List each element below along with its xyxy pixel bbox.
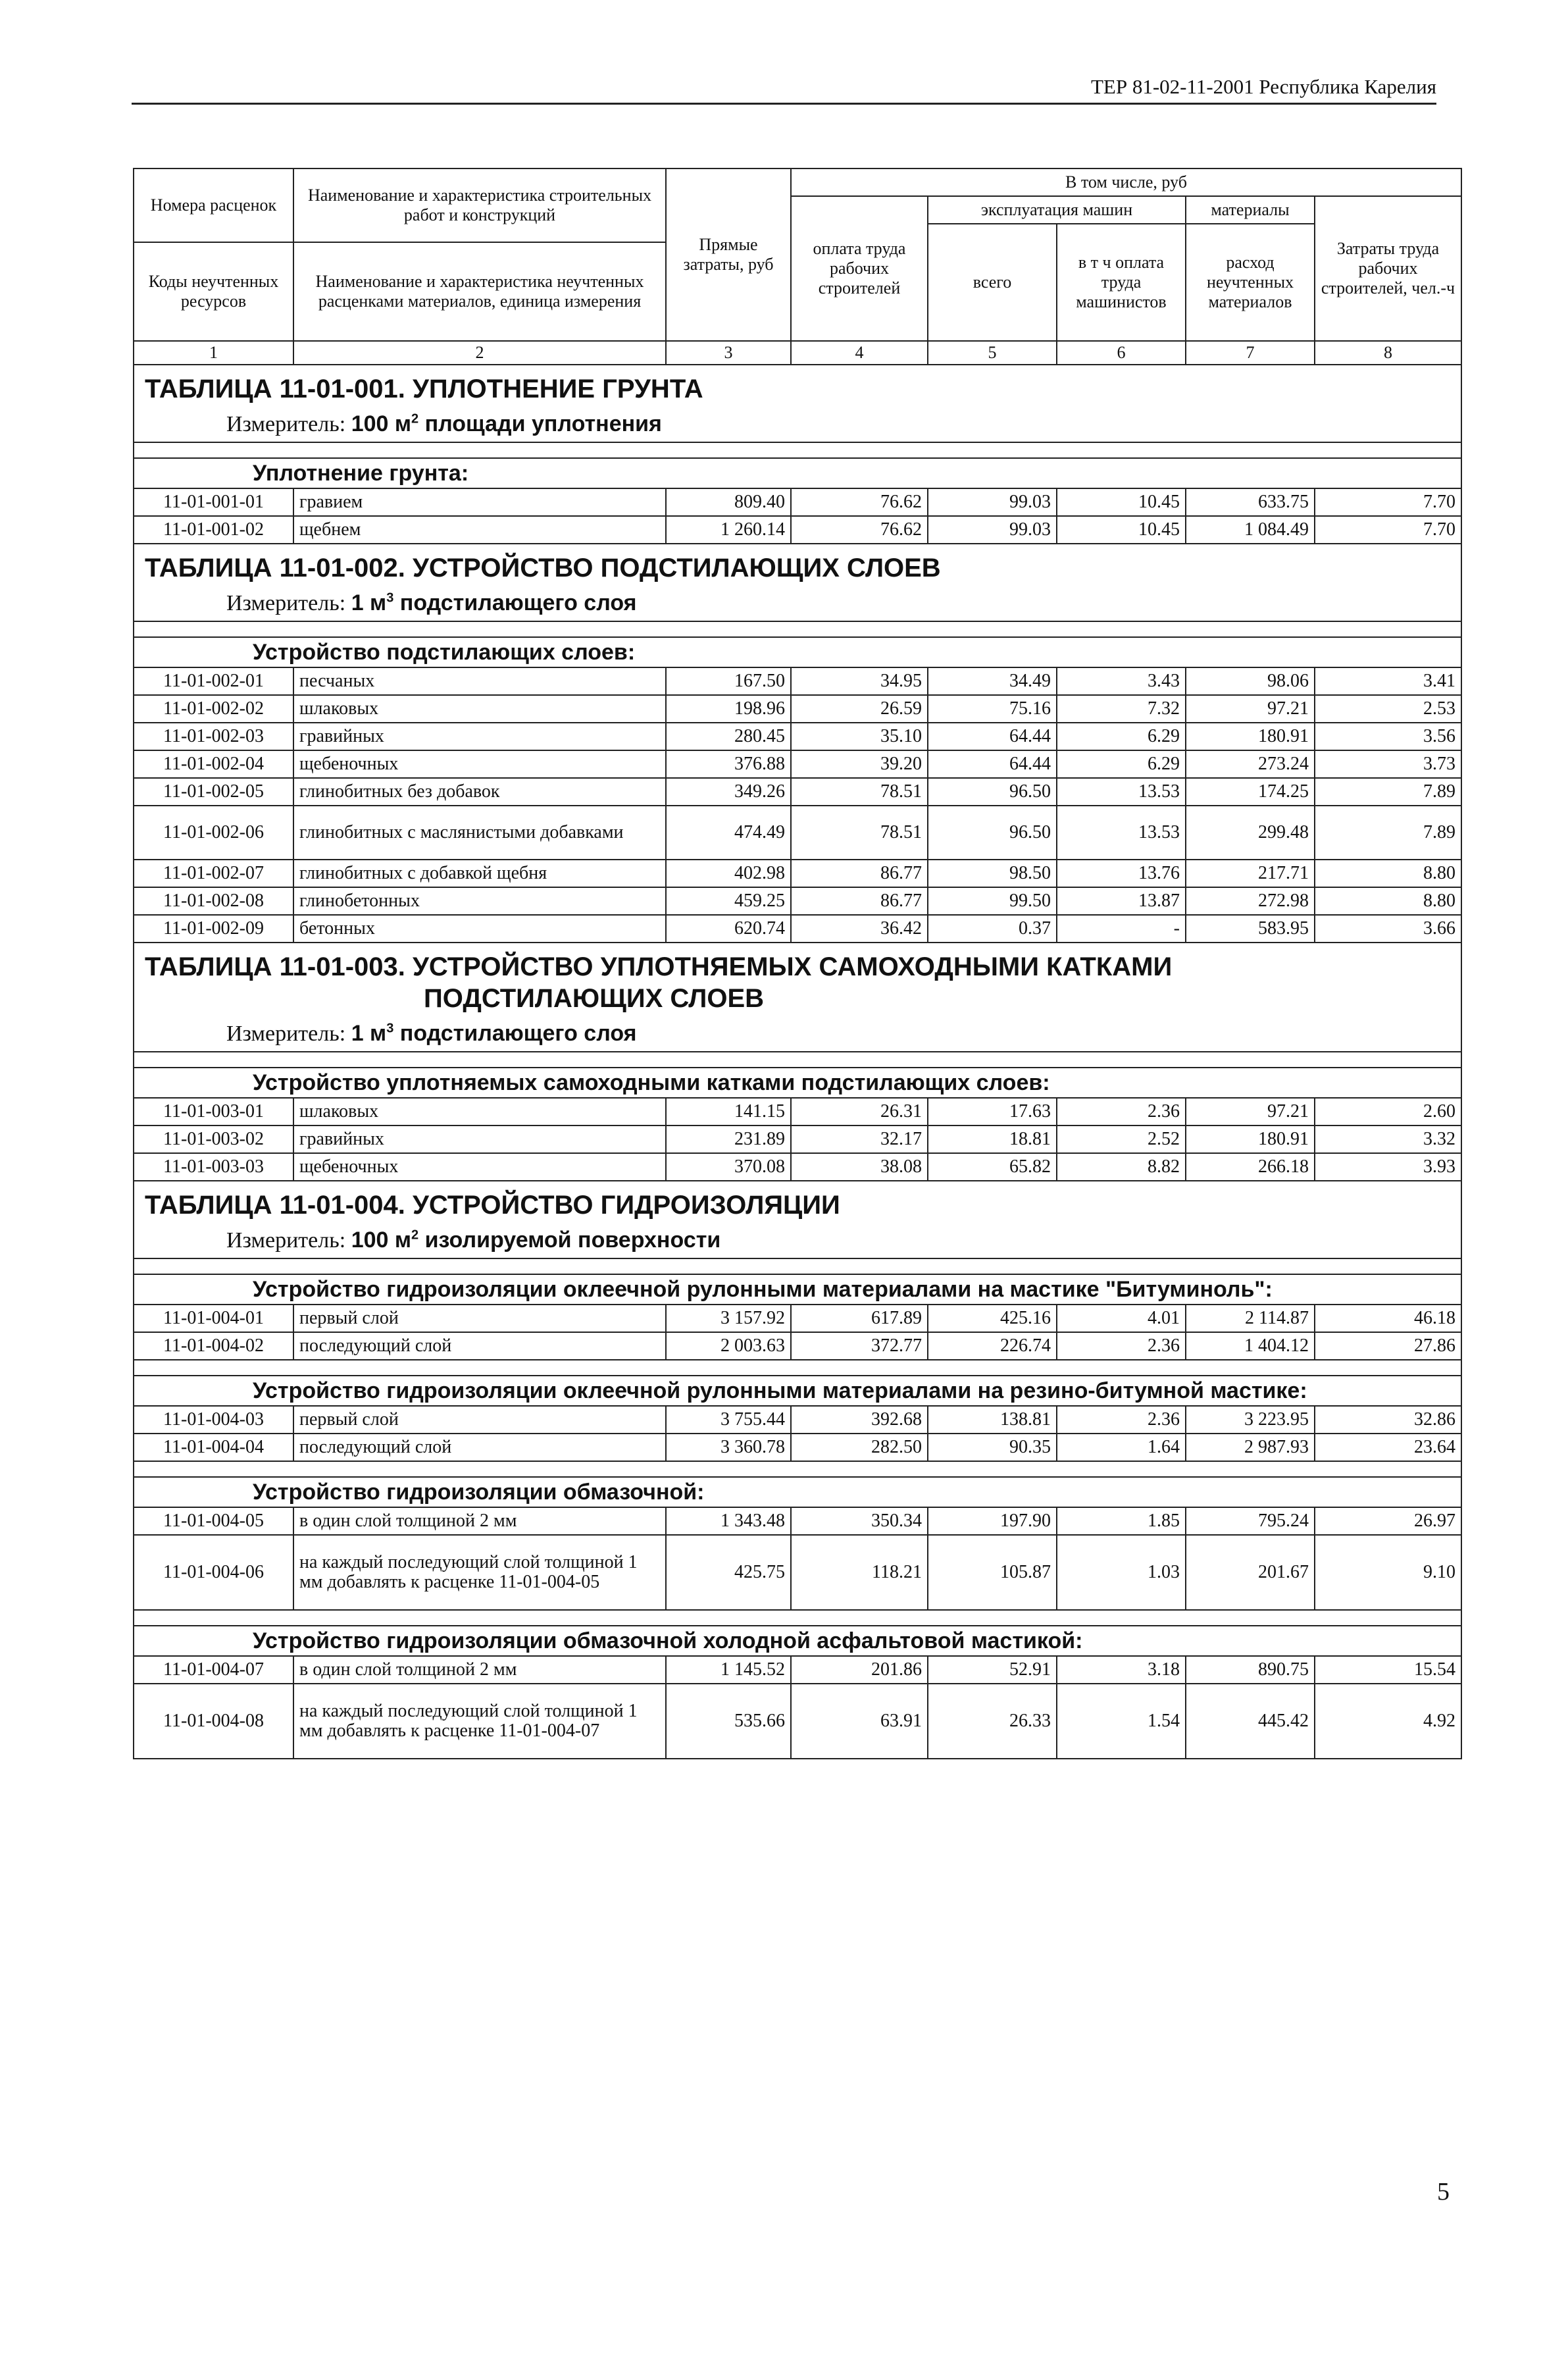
table-row: 11-01-002-02 шлаковых 198.96 26.59 75.16 7.32 97.21 2.53	[134, 695, 1461, 723]
section-title: ТАБЛИЦА 11-01-004. УСТРОЙСТВО ГИДРОИЗОЛЯЦИИ	[134, 1181, 1461, 1222]
subsection-title: Устройство гидроизоляции обмазочной холодной асфальтовой мастикой:	[134, 1626, 1461, 1656]
head-material-name: Наименование и характеристика неучтенных расценками материалов, единица измерения	[293, 242, 666, 341]
head-labor-hours: Затраты труда рабочих строителей, чел.-ч	[1315, 196, 1461, 341]
subsection-title: Устройство гидроизоляции оклеечной рулонными материалами на мастике "Битуминоль":	[134, 1274, 1461, 1305]
table-row: 11-01-002-05 глинобитных без добавок 349.26 78.51 96.50 13.53 174.25 7.89	[134, 778, 1461, 806]
head-work-name: Наименование и характеристика строительных работ и конструкций	[293, 168, 666, 242]
col-num: 2	[293, 341, 666, 365]
page-number: 5	[1437, 2178, 1450, 2206]
table-row: 11-01-002-06 глинобитных с маслянистыми добавками 474.49 78.51 96.50 13.53 299.48 7.89	[134, 806, 1461, 860]
table-row: 11-01-004-04 последующий слой 3 360.78 282.50 90.35 1.64 2 987.93 23.64	[134, 1434, 1461, 1461]
col-num: 8	[1315, 341, 1461, 365]
table-row: 11-01-001-02 щебнем 1 260.14 76.62 99.03 10.45 1 084.49 7.70	[134, 516, 1461, 544]
section-title: ТАБЛИЦА 11-01-001. УПЛОТНЕНИЕ ГРУНТА	[134, 365, 1461, 406]
subsection-title: Устройство уплотняемых самоходными катками подстилающих слоев:	[134, 1068, 1461, 1098]
subsection-title: Устройство гидроизоляции обмазочной:	[134, 1477, 1461, 1507]
head-machine-operation: эксплуатация машин	[928, 196, 1186, 224]
head-resource-codes: Коды неучтенных ресурсов	[134, 242, 293, 341]
document-header: ТЕР 81-02-11-2001 Республика Карелия	[132, 71, 1436, 105]
head-direct-costs: Прямые затраты, руб	[666, 168, 791, 341]
col-num: 3	[666, 341, 791, 365]
table-row: 11-01-002-08 глинобетонных 459.25 86.77 99.50 13.87 272.98 8.80	[134, 887, 1461, 915]
rates-table	[133, 168, 1462, 1759]
table-row: 11-01-003-03 щебеночных 370.08 38.08 65.82 8.82 266.18 3.93	[134, 1153, 1461, 1181]
subsection-title: Уплотнение грунта:	[134, 458, 1461, 488]
subsection-title: Устройство гидроизоляции оклеечной рулонными материалами на резино-битумной мастике:	[134, 1376, 1461, 1406]
subsection-title: Устройство подстилающих слоев:	[134, 637, 1461, 667]
table-row: 11-01-004-01 первый слой 3 157.92 617.89 425.16 4.01 2 114.87 46.18	[134, 1305, 1461, 1332]
table-row: 11-01-004-07 в один слой толщиной 2 мм 1 145.52 201.86 52.91 3.18 890.75 15.54	[134, 1656, 1461, 1684]
head-unaccounted-materials: расход неучтенных материалов	[1186, 224, 1315, 341]
table-row: 11-01-004-05 в один слой толщиной 2 мм 1 343.48 350.34 197.90 1.85 795.24 26.97	[134, 1507, 1461, 1535]
table-row: 11-01-002-04 щебеночных 376.88 39.20 64.44 6.29 273.24 3.73	[134, 750, 1461, 778]
section-11-01-002	[134, 544, 1461, 943]
section-11-01-001	[134, 365, 1461, 544]
table-row: 11-01-002-03 гравийных 280.45 35.10 64.44 6.29 180.91 3.56	[134, 723, 1461, 750]
col-num: 5	[928, 341, 1057, 365]
head-machine-total: всего	[928, 224, 1057, 341]
table-row: 11-01-002-01 песчаных 167.50 34.95 34.49 3.43 98.06 3.41	[134, 667, 1461, 695]
table-row: 11-01-001-01 гравием 809.40 76.62 99.03 10.45 633.75 7.70	[134, 488, 1461, 516]
column-numbers-row	[134, 341, 1461, 365]
col-num: 6	[1057, 341, 1186, 365]
section-title: ТАБЛИЦА 11-01-002. УСТРОЙСТВО ПОДСТИЛАЮЩИХ СЛОЕВ	[134, 544, 1461, 585]
table-row: 11-01-004-03 первый слой 3 755.44 392.68 138.81 2.36 3 223.95 32.86	[134, 1406, 1461, 1434]
col-num: 7	[1186, 341, 1315, 365]
head-materials: материалы	[1186, 196, 1315, 224]
section-measure: Измеритель: 1 $м^3$ подстилающего слоя	[134, 1016, 1461, 1052]
col-num: 4	[791, 341, 928, 365]
table-row: 11-01-002-07 глинобитных с добавкой щебня 402.98 86.77 98.50 13.76 217.71 8.80	[134, 860, 1461, 887]
head-machinist-pay: в т ч оплата труда машинистов	[1057, 224, 1186, 341]
section-title: ТАБЛИЦА 11-01-003. УСТРОЙСТВО УПЛОТНЯЕМЫХ САМОХОДНЫМИ КАТКАМИ ПОДСТИЛАЮЩИХ СЛОЕВ	[134, 943, 1461, 1016]
col-num: 1	[134, 341, 293, 365]
head-rate-numbers: Номера расценок	[134, 168, 293, 242]
table-row: 11-01-004-08 на каждый последующий слой толщиной 1 мм добавлять к расценке 11-01-004-07 535.66 63.91 26.33 1.54 445.42 4.92	[134, 1684, 1461, 1759]
section-measure: Измеритель: 1 $м^3$ подстилающего слоя	[134, 585, 1461, 621]
section-measure: Измеритель: 100 $м^2$ изолируемой поверхности	[134, 1222, 1461, 1258]
table-row: 11-01-003-01 шлаковых 141.15 26.31 17.63 2.36 97.21 2.60	[134, 1098, 1461, 1126]
table-row: 11-01-004-06 на каждый последующий слой толщиной 1 мм добавлять к расценке 11-01-004-05 425.75 118.21 105.87 1.03 201.67 9.10	[134, 1535, 1461, 1610]
head-including: В том числе, руб	[791, 168, 1461, 196]
table-head	[134, 168, 1461, 365]
table-row: 11-01-004-02 последующий слой 2 003.63 372.77 226.74 2.36 1 404.12 27.86	[134, 1332, 1461, 1360]
table-row: 11-01-002-09 бетонных 620.74 36.42 0.37 - 583.95 3.66	[134, 915, 1461, 943]
section-11-01-003	[134, 943, 1461, 1181]
section-11-01-004	[134, 1181, 1461, 1759]
head-labor-pay: оплата труда рабочих строителей	[791, 196, 928, 341]
section-measure: Измеритель: 100 $м^2$ площади уплотнения	[134, 406, 1461, 442]
table-row: 11-01-003-02 гравийных 231.89 32.17 18.81 2.52 180.91 3.32	[134, 1126, 1461, 1153]
